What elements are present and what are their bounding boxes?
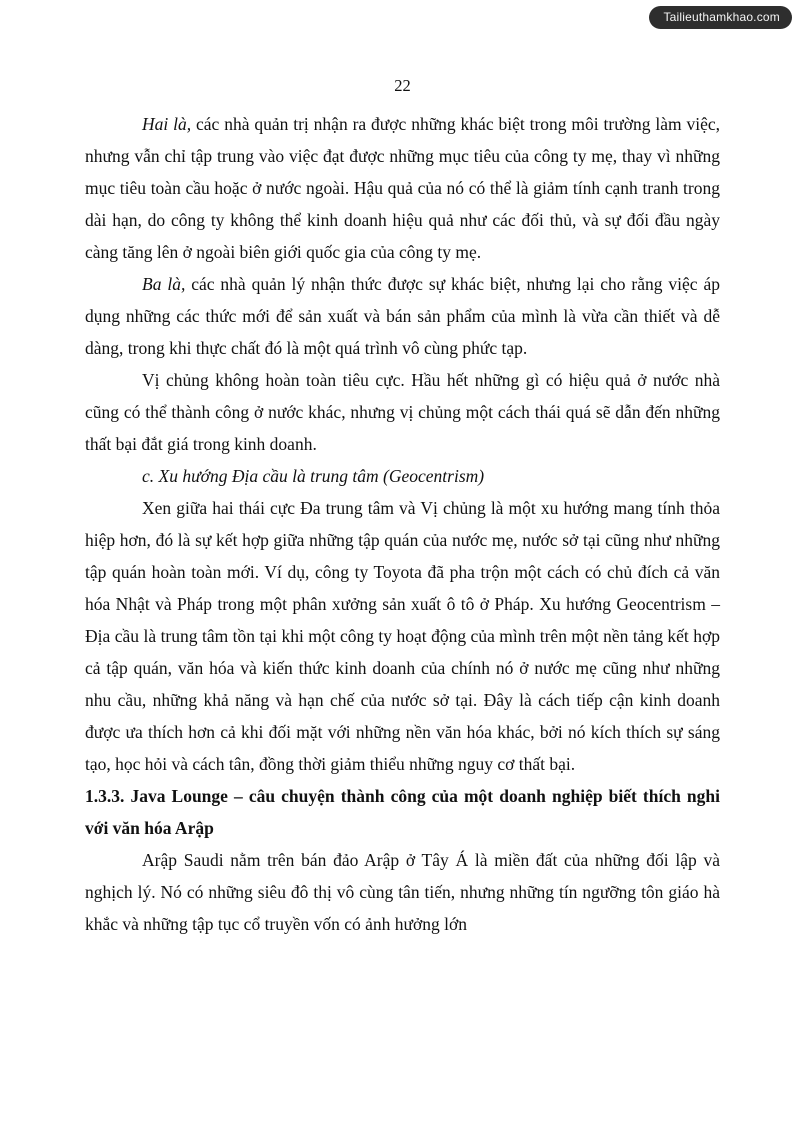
page-number: 22 (394, 76, 411, 95)
paragraph-lead-italic: Hai là, (142, 114, 192, 134)
paragraph-lead-italic: Ba là, (142, 274, 186, 294)
watermark-badge[interactable]: Tailieuthamkhao.com (649, 6, 792, 29)
heading-java-lounge: 1.3.3. Java Lounge – câu chuyện thành công của một doanh nghiệp biết thích nghi với văn hóa Arập (85, 786, 720, 838)
paragraph-text: các nhà quản lý nhận thức được sự khác biệt, nhưng lại cho rằng việc áp dụng những các thức mới để sản xuất và bán sản phẩm của mình là vừa cần thiết và dễ dàng, trong khi thực chất đó là một quá trình vô cùng phức tạp. (85, 274, 720, 358)
paragraph-vi-chung: Vị chủng không hoàn toàn tiêu cực. Hầu hết những gì có hiệu quả ở nước nhà cũng có thể thành công ở nước khác, nhưng vị chủng một cách thái quá sẽ dẫn đến những thất bại đắt giá trong kinh doanh. (85, 370, 720, 454)
paragraph-geocentrism-body: Xen giữa hai thái cực Đa trung tâm và Vị chủng là một xu hướng mang tính thỏa hiệp hơn, đó là sự kết hợp giữa những tập quán của nước mẹ, nước sở tại cũng như những tập quán hoàn toàn mới. Ví dụ, công ty Toyota đã pha trộn một cách có chủ đích cả văn hóa Nhật và Pháp trong một phân xưởng sản xuất ô tô ở Pháp. Xu hướng Geocentrism – Địa cầu là trung tâm tồn tại khi một công ty hoạt động của mình trên một nền tảng kết hợp cả tập quán, văn hóa và kiến thức kinh doanh của chính nó ở nước mẹ cũng như những nhu cầu, những khả năng và hạn chế của nước sở tại. Đây là cách tiếp cận kinh doanh được ưa thích hơn cả khi đối mặt với những nền văn hóa khác, bởi nó kích thích sự sáng tạo, học hỏi và cách tân, đồng thời giảm thiểu những nguy cơ thất bại. (85, 498, 720, 774)
paragraph-text: các nhà quản trị nhận ra được những khác biệt trong môi trường làm việc, nhưng vẫn chỉ tập trung vào việc đạt được những mục tiêu của công ty mẹ, thay vì những mục tiêu toàn cầu hoặc ở nước ngoài. Hậu quả của nó có thể là giảm tính cạnh tranh trong dài hạn, do công ty không thể kinh doanh hiệu quả như các đối thủ, và sự đối đầu ngày càng tăng lên ở ngoài biên giới quốc gia của công ty mẹ. (85, 114, 720, 262)
heading-geocentrism: c. Xu hướng Địa cầu là trung tâm (Geocentrism) (142, 466, 485, 486)
paragraph-hai-la (85, 108, 720, 268)
paragraph-arap-saudi: Arập Saudi nằm trên bán đảo Arập ở Tây Á là miền đất của những đối lập và nghịch lý. Nó có những siêu đô thị vô cùng tân tiến, nhưng những tín ngưỡng tôn giáo hà khắc và những tập tục cổ truyền vốn có ảnh hưởng lớn (85, 850, 720, 934)
paragraph-ba-la (85, 268, 720, 364)
